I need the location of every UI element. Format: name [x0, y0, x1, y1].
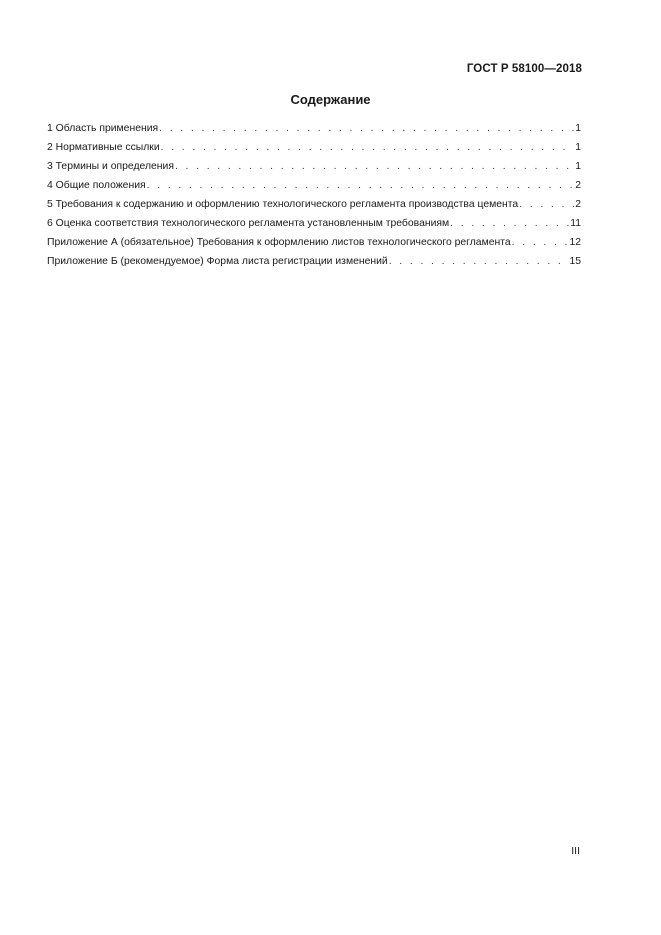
- toc-title: Содержание: [290, 92, 371, 107]
- toc-entry-page: 2: [575, 180, 581, 191]
- toc-entry-label: 3 Термины и определения: [47, 161, 174, 172]
- toc-entry-label: 2 Нормативные ссылки: [47, 142, 160, 153]
- toc-entry-page: 1: [575, 123, 581, 134]
- toc-dot-leader: [450, 217, 569, 231]
- toc-entry-page: 15: [569, 256, 581, 267]
- toc-entry[interactable]: [47, 122, 581, 141]
- toc-entry[interactable]: [47, 179, 581, 198]
- toc-entry[interactable]: [47, 236, 581, 255]
- toc-entry[interactable]: [47, 255, 581, 274]
- toc-entry[interactable]: [47, 217, 581, 236]
- toc-entry[interactable]: [47, 160, 581, 179]
- toc-dot-leader: [161, 141, 575, 155]
- toc-dot-leader: [519, 198, 574, 212]
- toc-entry-page: 2: [575, 199, 581, 210]
- table-of-contents: [47, 122, 581, 274]
- toc-entry-page: 1: [575, 161, 581, 172]
- toc-entry-label: 5 Требования к содержанию и оформлению технологического регламента производства цемента: [47, 199, 519, 210]
- toc-dot-leader: [147, 179, 575, 193]
- toc-entry-label: Приложение Б (рекомендуемое) Форма листа регистрации изменений: [47, 256, 388, 267]
- toc-dot-leader: [512, 236, 569, 250]
- toc-dot-leader: [175, 160, 574, 174]
- toc-entry-page: 11: [570, 218, 581, 229]
- page-number: III: [571, 845, 580, 857]
- toc-entry-page: 1: [575, 142, 581, 153]
- toc-dot-leader: [389, 255, 569, 269]
- toc-entry[interactable]: [47, 198, 581, 217]
- toc-entry-label: Приложение А (обязательное) Требования к оформлению листов технологического регламента: [47, 237, 511, 248]
- toc-entry-label: 1 Область применения: [47, 123, 159, 134]
- toc-entry[interactable]: [47, 141, 581, 160]
- toc-entry-page: 12: [569, 237, 581, 248]
- toc-entry-label: 4 Общие положения: [47, 180, 146, 191]
- toc-dot-leader: [159, 122, 574, 136]
- document-code: ГОСТ Р 58100—2018: [466, 63, 582, 75]
- toc-entry-label: 6 Оценка соответствия технологического регламента установленным требованиям: [47, 218, 450, 229]
